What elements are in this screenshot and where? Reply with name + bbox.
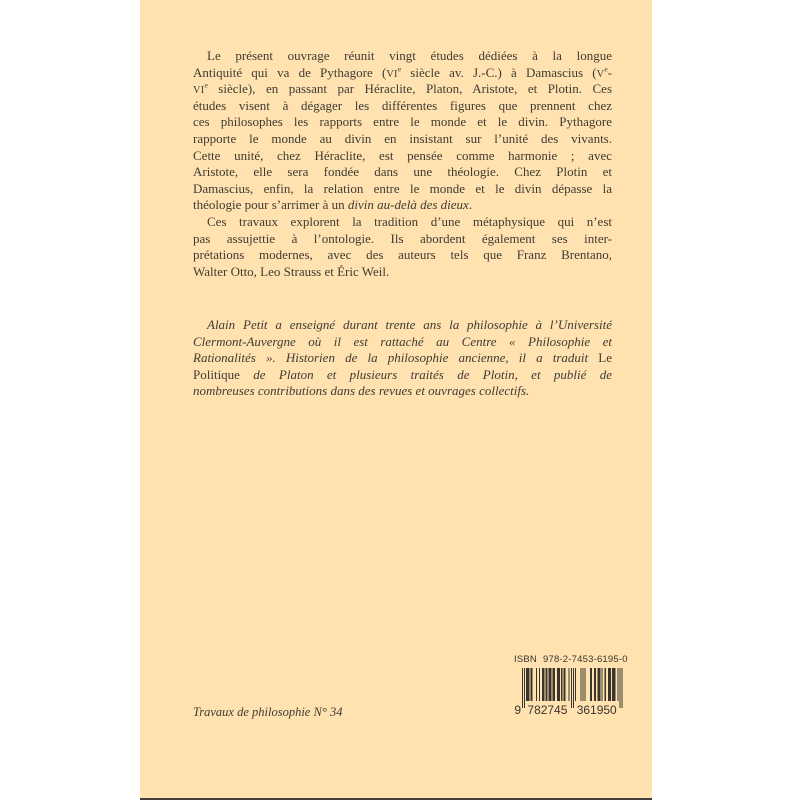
superscript-run: e xyxy=(204,81,208,90)
isbn-prefix: ISBN xyxy=(514,654,537,665)
text-line xyxy=(193,264,612,281)
smallcaps-run: VI xyxy=(386,68,398,80)
text-run: Walter Otto, Leo Strauss et Éric Weil. xyxy=(193,263,390,279)
text-run: Aristote, elle sera fondée dans une théologie. Chez Plotin et xyxy=(193,164,612,180)
text-line xyxy=(193,350,612,367)
ean-barcode xyxy=(514,667,626,715)
text-line xyxy=(193,197,612,214)
text-run: - xyxy=(607,64,612,80)
roman-run: Politique xyxy=(193,366,240,382)
text-line xyxy=(193,164,612,181)
text-run: Damascius, enfin, la relation entre le monde et le divin dépasse la xyxy=(193,180,612,196)
text-run: de Platon et plusieurs traités de Plotin, et publié de xyxy=(239,366,612,382)
text-line xyxy=(193,367,612,384)
text-run: théologie pour s’arrimer à un xyxy=(193,197,348,213)
text-line xyxy=(193,181,612,198)
smallcaps-run: VI xyxy=(193,85,205,97)
text-run: Cette unité, chez Héraclite, est pensée comme harmonie ; avec xyxy=(193,147,612,163)
text-line xyxy=(193,48,612,65)
text-run: nombreuses contributions dans des revues et ouvrages collectifs. xyxy=(193,383,530,399)
text-line xyxy=(193,317,612,334)
barcode-block xyxy=(514,654,626,715)
text-line xyxy=(193,231,612,248)
text-line xyxy=(193,81,612,98)
text-run: rapporte le monde au divin en insistant sur l’unité des vivants. xyxy=(193,130,612,146)
text-run: Alain Petit a enseigné durant trente ans la philosophie à l’Université xyxy=(207,317,612,332)
text-line xyxy=(193,247,612,264)
text-run: études visent à dégager les différentes figures que prennent chez xyxy=(193,97,612,113)
isbn-label xyxy=(514,654,626,665)
text-run: pas assujettie à l’ontologie. Ils abordent également ses inter- xyxy=(193,230,612,246)
text-run: Clermont-Auvergne où il est rattaché au Centre « Philosophie et xyxy=(193,333,612,349)
synopsis xyxy=(193,48,612,280)
superscript-run: e xyxy=(604,64,608,74)
text-run: Le présent ouvrage réunit vingt études dédiées à la longue xyxy=(207,48,612,63)
text-line xyxy=(193,98,612,115)
synopsis-paragraph-2 xyxy=(193,214,612,280)
text-line xyxy=(193,65,612,82)
barcode-digits-group2: 361950 xyxy=(576,703,617,715)
text-run: siècle), en passant par Héraclite, Platon, Aristote, et Plotin. Ces xyxy=(207,81,612,97)
barcode-digits-group1: 782745 xyxy=(527,703,568,715)
isbn-number: 978-2-7453-6195-0 xyxy=(542,654,628,665)
text-run: Rationalités ». Historien de la philosophie ancienne, il a traduit xyxy=(193,350,599,366)
text-run: . xyxy=(468,197,473,213)
text-run: Antiquité qui va de Pythagore ( xyxy=(193,64,387,80)
text-run: Ces travaux explorent la tradition d’une métaphysique qui n’est xyxy=(207,213,612,229)
barcode-digit-left: 9 xyxy=(514,703,521,715)
collection-label xyxy=(193,705,342,720)
superscript-run: e xyxy=(397,64,402,74)
text-run: ces philosophes les rapports entre le monde et le divin. Pythagore xyxy=(193,114,612,130)
text-line xyxy=(193,148,612,165)
text-run: prétations modernes, avec des auteurs tels que Franz Brentano, xyxy=(193,247,612,263)
italic-run: divin au-delà des dieux xyxy=(347,197,469,213)
text-run: siècle av. J.-C.) à Damascius ( xyxy=(401,64,597,80)
smallcaps-run: V xyxy=(596,68,605,80)
text-line xyxy=(193,114,612,131)
text-line xyxy=(193,383,612,400)
text-line xyxy=(193,131,612,148)
roman-run: Le xyxy=(598,350,612,366)
author-bio xyxy=(193,317,612,400)
book-back-cover xyxy=(140,0,652,800)
text-line xyxy=(193,334,612,351)
collection-text: Travaux de philosophie N° 34 xyxy=(193,705,343,719)
synopsis-paragraph-1 xyxy=(193,48,612,214)
text-line xyxy=(193,214,612,231)
